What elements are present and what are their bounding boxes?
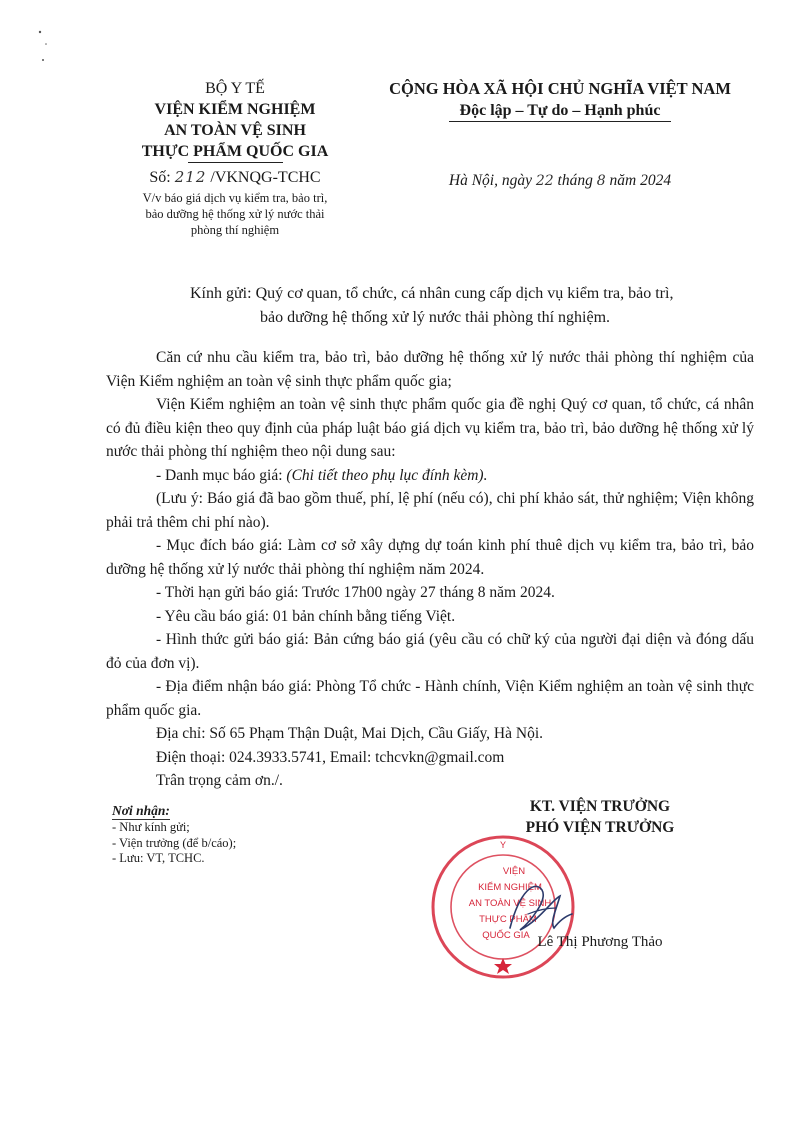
salutation-line-2: bảo dưỡng hệ thống xử lý nước thải phòng thí nghiệm. — [260, 309, 611, 326]
seal-text-5: QUỐC GIA — [482, 930, 530, 941]
letter-body — [106, 346, 754, 793]
paragraph-request: Viện Kiểm nghiệm an toàn vệ sinh thực phẩm quốc gia đề nghị Quý cơ quan, tổ chức, cá nhân có đủ điều kiện theo quy định của pháp luật báo giá dịch vụ kiểm tra, bảo trì, bảo dưỡng hệ thống xử lý nước thải phòng thí nghiệm theo nội dung sau: — [106, 396, 754, 460]
item-purpose: - Mục đích báo giá: Làm cơ sở xây dựng dự toán kinh phí thuê dịch vụ kiểm tra, bảo trì, bảo dưỡng hệ thống xử lý nước thải phòng thí nghiệm năm 2024. — [106, 537, 754, 578]
docno-suffix: /VKNQG-TCHC — [210, 169, 321, 186]
contact-line: Điện thoại: 024.3933.5741, Email: tchcvkn@gmail.com — [156, 748, 505, 766]
subject-line-1: V/v báo giá dịch vụ kiểm tra, bảo trì, — [142, 191, 328, 205]
recipients-label: Nơi nhận: — [112, 803, 170, 818]
item-receiving-location: - Địa điểm nhận báo giá: Phòng Tổ chức - Hành chính, Viện Kiểm nghiệm an toàn vệ sinh thực phẩm quốc gia. — [106, 678, 754, 719]
item-requirements: - Yêu cầu báo giá: 01 bản chính bằng tiếng Việt. — [156, 607, 456, 625]
institute-underline — [188, 162, 283, 163]
signature-title-1: KT. VIỆN TRƯỞNG — [529, 798, 671, 815]
closing-line: Trân trọng cảm ơn./. — [156, 772, 283, 789]
signer-name: Lê Thị Phương Thảo — [537, 934, 663, 950]
date-month-label: tháng — [557, 172, 593, 189]
national-motto: Độc lập – Tự do – Hạnh phúc — [459, 102, 661, 119]
docno-prefix: Số: — [149, 169, 171, 186]
signature-title-2: PHÓ VIỆN TRƯỞNG — [525, 819, 675, 836]
date-prefix: Hà Nội, ngày — [448, 172, 532, 189]
document-subject — [110, 190, 360, 238]
subject-line-3: phòng thí nghiệm — [190, 223, 280, 237]
date-month: 8 — [596, 173, 606, 189]
recipient-item: - Như kính gửi; — [112, 820, 190, 834]
republic-title: CỘNG HÒA XÃ HỘI CHỦ NGHĨA VIỆT NAM — [389, 79, 731, 98]
item-deadline: - Thời hạn gửi báo giá: Trước 17h00 ngày 27 tháng 8 năm 2024. — [156, 584, 555, 601]
item-submission-form: - Hình thức gửi báo giá: Bản cứng báo giá (yêu cầu có chữ ký của người đại diện và đóng dấu đỏ của đơn vị). — [106, 631, 754, 672]
seal-star — [494, 958, 512, 974]
seal-text-4: THỰC PHẨM — [479, 914, 537, 925]
salutation — [190, 282, 750, 330]
place-and-date — [360, 172, 760, 190]
date-year: năm 2024 — [609, 172, 672, 189]
ministry-name: BỘ Y TẾ — [205, 80, 265, 97]
issuer-header — [95, 78, 375, 238]
seal-text-top: Y — [499, 840, 507, 850]
item-quote-list — [106, 464, 754, 488]
seal-text-1: VIỆN — [502, 866, 526, 877]
recipient-item: - Viện trưởng (để b/cáo); — [112, 835, 237, 850]
seal-text-2: KIỂM NGHIỆM — [478, 882, 542, 893]
date-day: 22 — [535, 173, 554, 189]
recipient-item: - Lưu: VT, TCHC. — [112, 851, 205, 865]
recipients-list — [112, 802, 352, 867]
salutation-line-1: Kính gửi: Quý cơ quan, tổ chức, cá nhân cung cấp dịch vụ kiểm tra, bảo trì, — [190, 285, 674, 302]
national-header — [360, 78, 760, 122]
item-quote-list-label: - Danh mục báo giá: — [156, 466, 287, 484]
seal-text-3: AN TOÀN VỆ SINH — [468, 898, 552, 909]
document-number — [95, 165, 375, 190]
docno-handwritten-number: 212 — [174, 168, 207, 186]
institute-name-line-2: AN TOÀN VỆ SINH — [164, 122, 306, 139]
institute-name-line-1: VIỆN KIỂM NGHIỆM — [154, 101, 316, 118]
address-line: Địa chỉ: Số 65 Phạm Thận Duật, Mai Dịch, Cầu Giấy, Hà Nội. — [156, 725, 544, 742]
signature-block — [470, 796, 730, 838]
subject-line-2: bảo dưỡng hệ thống xử lý nước thải — [145, 207, 325, 221]
item-quote-list-detail: (Chi tiết theo phụ lục đính kèm). — [286, 466, 488, 484]
motto-underline — [449, 121, 671, 122]
paragraph-note: (Lưu ý: Báo giá đã bao gồm thuế, phí, lệ phí (nếu có), chi phí khảo sát, thử nghiệm; Viện không phải trả thêm chi phí nào). — [106, 490, 754, 531]
paragraph-basis: Căn cứ nhu cầu kiểm tra, bảo trì, bảo dưỡng hệ thống xử lý nước thải phòng thí nghiệm của Viện Kiểm nghiệm an toàn vệ sinh thực phẩm quốc gia; — [106, 349, 754, 390]
institute-name-line-3: THỰC PHẨM QUỐC GIA — [141, 143, 329, 160]
